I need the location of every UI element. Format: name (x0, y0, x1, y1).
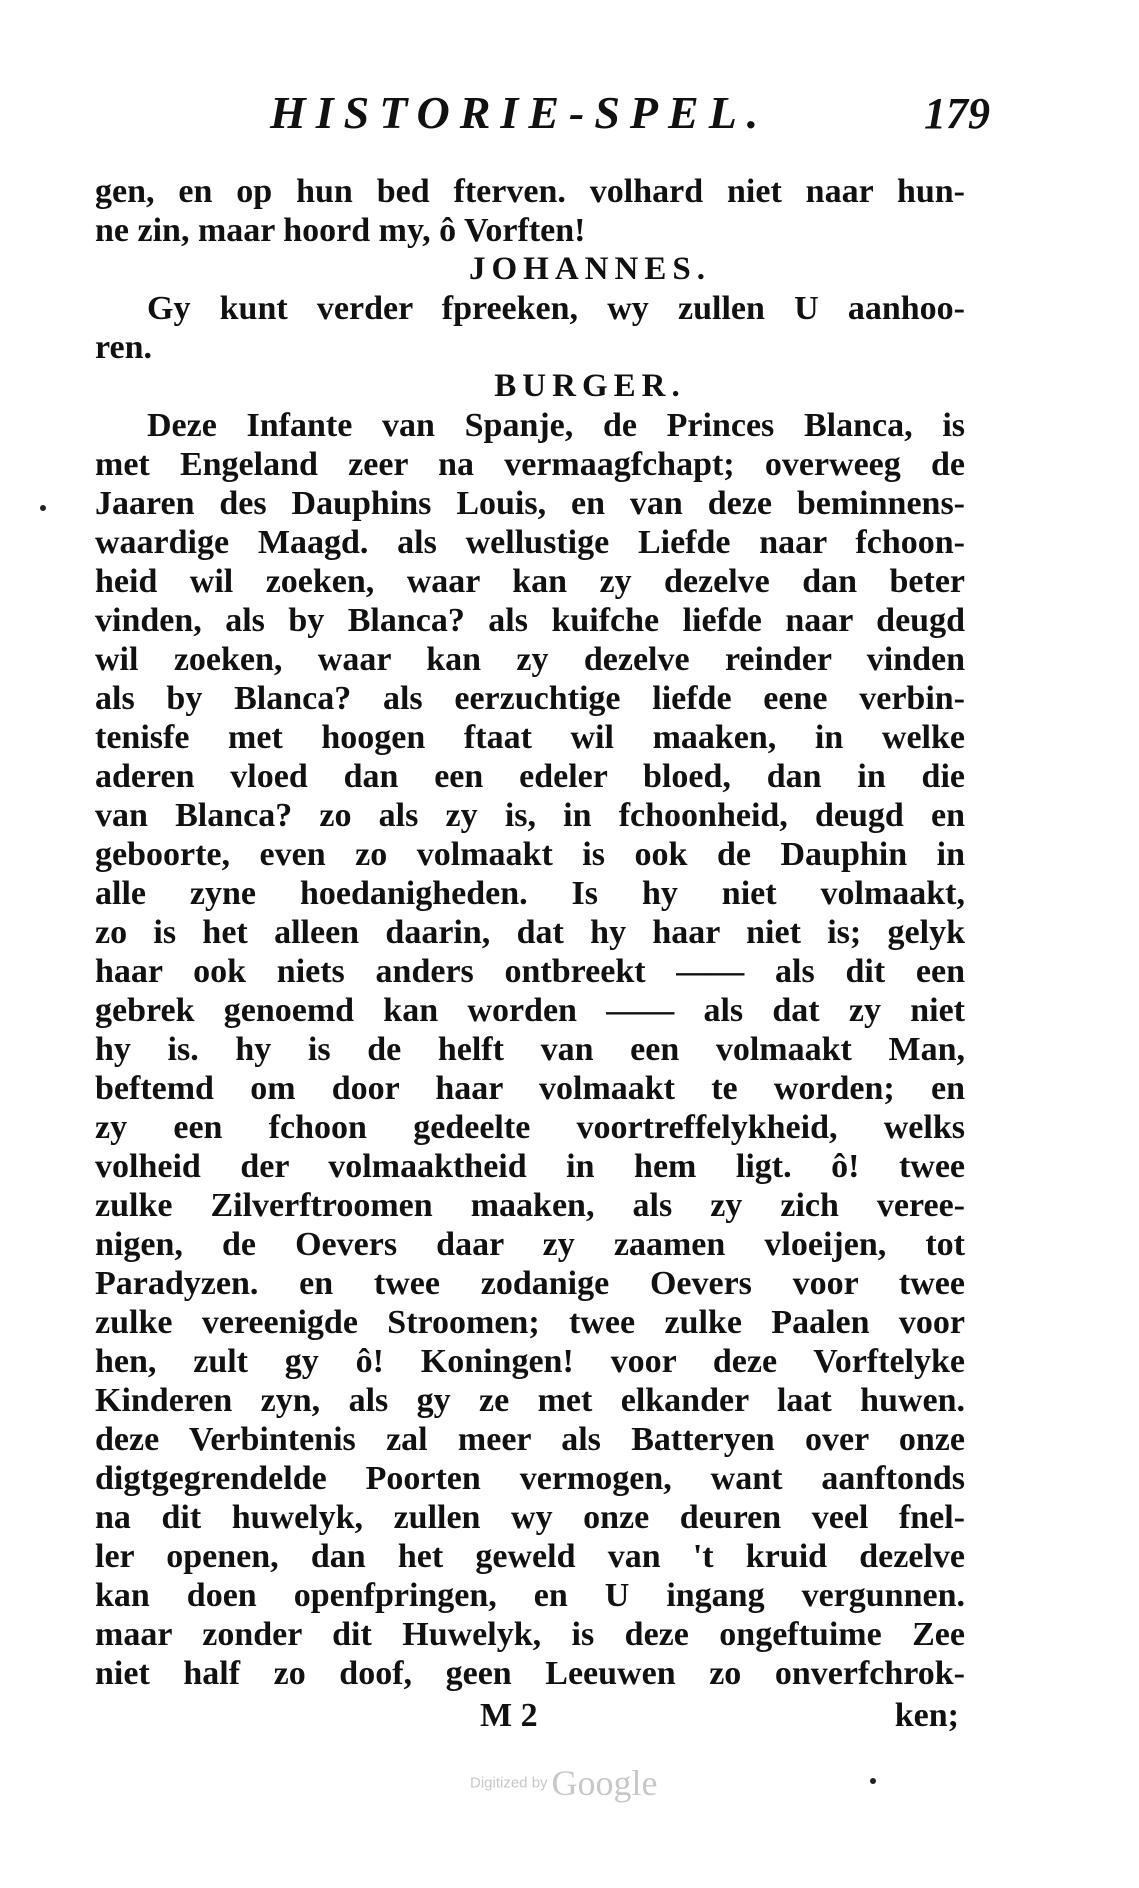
text-line: niet half zo doof, geen Leeuwen zo onverfchrok- (95, 1655, 965, 1692)
text-line: digtgegrendelde Poorten vermogen, want aanftonds (95, 1460, 965, 1497)
text-line: hy is. hy is de helft van een volmaakt Man, (95, 1031, 965, 1068)
text-line: volheid der volmaaktheid in hem ligt. ô! twee (95, 1148, 965, 1185)
text-line: waardige Maagd. als wellustige Liefde naar fchoon- (95, 524, 965, 561)
text-line: tenisfe met hoogen ftaat wil maaken, in welke (95, 719, 965, 756)
watermark-prefix: Digitized by (470, 1774, 548, 1792)
text-line: Jaaren des Dauphins Louis, en van deze beminnens- (95, 485, 965, 522)
digitization-watermark (470, 1762, 658, 1804)
text-line: maar zonder dit Huwelyk, is deze ongeftuime Zee (95, 1616, 965, 1653)
text-line: heid wil zoeken, waar kan zy dezelve dan beter (95, 563, 965, 600)
speaker-name: BURGER. (494, 368, 686, 404)
text-line: geboorte, even zo volmaakt is ook de Dauphin in (95, 836, 965, 873)
text-line (95, 1810, 965, 1849)
text-line: ler openen, dan het geweld van 't kruid dezelve (95, 1538, 965, 1575)
text-line: zo is het alleen daarin, dat hy haar niet is; gelyk (95, 914, 965, 951)
text-line: ren. (95, 329, 152, 366)
page-header (270, 86, 990, 146)
text-line: gebrek genoemd kan worden —— als dat zy niet (95, 992, 965, 1029)
watermark-brand: Google (551, 1763, 658, 1803)
text-line: aderen vloed dan een edeler bloed, dan in die (95, 758, 965, 795)
ink-speck (40, 505, 46, 511)
catchword: ken; (894, 1697, 959, 1734)
text-line: van Blanca? zo als zy is, in fchoonheid, deugd en (95, 797, 965, 834)
text-line: met Engeland zeer na vermaagfchapt; overweeg de (95, 446, 965, 483)
page-footer (95, 1697, 965, 1742)
signature-mark: M 2 (480, 1697, 538, 1734)
text-line: nigen, de Oevers daar zy zaamen vloeijen, tot (95, 1226, 965, 1263)
page-text (95, 172, 965, 1888)
text-line: deze Verbintenis zal meer als Batteryen over onze (95, 1421, 965, 1458)
text-line: ne zin, maar hoord my, ô Vorften! (95, 212, 586, 249)
text-line: hen, zult gy ô! Koningen! voor deze Vorftelyke (95, 1343, 965, 1380)
running-title: HISTORIE-SPEL. (270, 87, 769, 138)
text-line: na dit huwelyk, zullen wy onze deuren veel fnel- (95, 1499, 965, 1536)
text-line: gen, en op hun bed fterven. volhard niet naar hun- (95, 173, 965, 210)
text-line: kan doen openfpringen, en U ingang vergunnen. (95, 1577, 965, 1614)
text-line: alle zyne hoedanigheden. Is hy niet volmaakt, (95, 875, 965, 912)
text-line (95, 1849, 965, 1888)
text-line: vinden, als by Blanca? als kuifche liefde naar deugd (95, 602, 965, 639)
text-line: Kinderen zyn, als gy ze met elkander laat huwen. (95, 1382, 965, 1419)
text-line: wil zoeken, waar kan zy dezelve reinder vinden (95, 641, 965, 678)
text-line: Deze Infante van Spanje, de Princes Blanca, is (147, 407, 965, 444)
text-line: als by Blanca? als eerzuchtige liefde eene verbin- (95, 680, 965, 717)
text-line: haar ook niets anders ontbreekt —— als dit een (95, 953, 965, 990)
text-line: zulke Zilverftroomen maaken, als zy zich veree- (95, 1187, 965, 1224)
text-line: beftemd om door haar volmaakt te worden; en (95, 1070, 965, 1107)
ink-speck (870, 1778, 876, 1784)
page-number: 179 (924, 89, 990, 138)
text-line: zy een fchoon gedeelte voortreffelykheid, welks (95, 1109, 965, 1146)
text-line: Paradyzen. en twee zodanige Oevers voor twee (95, 1265, 965, 1302)
text-line: zulke vereenigde Stroomen; twee zulke Paalen voor (95, 1304, 965, 1341)
speaker-name: JOHANNES. (469, 251, 711, 287)
text-line: Gy kunt verder fpreeken, wy zullen U aanhoo- (147, 290, 965, 327)
